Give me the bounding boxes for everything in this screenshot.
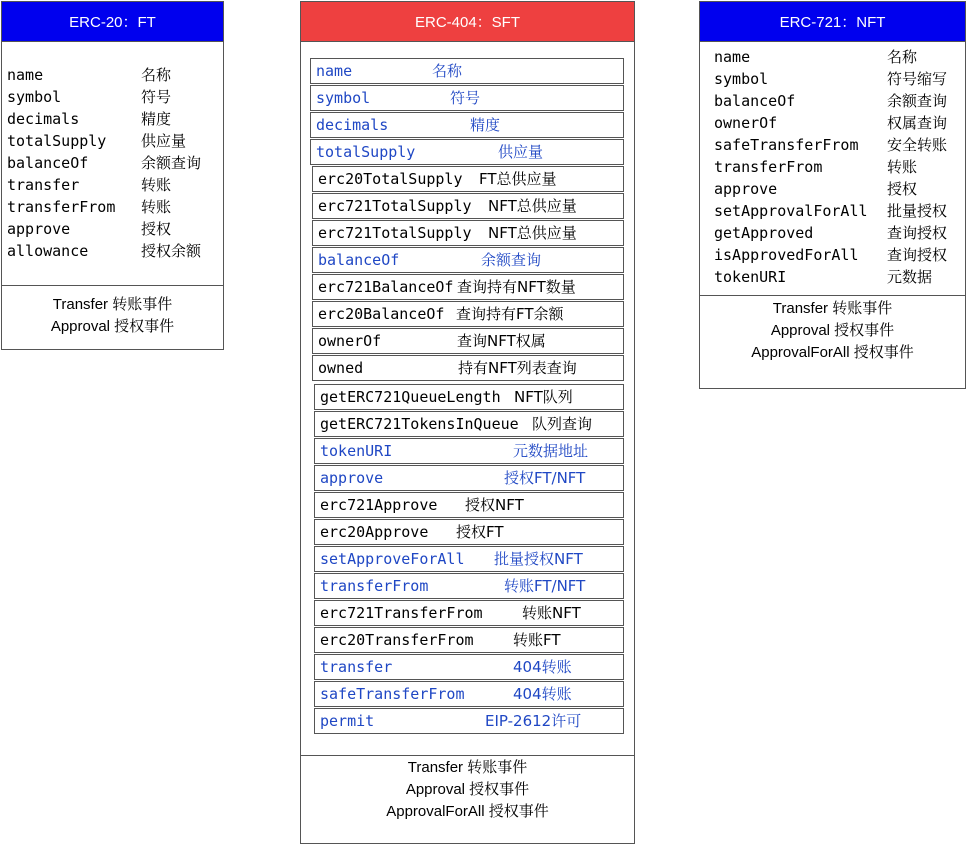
function-row bbox=[714, 222, 948, 244]
function-desc: 转账 bbox=[887, 158, 918, 176]
function-row bbox=[310, 112, 624, 138]
function-name: approve bbox=[7, 220, 71, 238]
function-name: erc20TransferFrom bbox=[320, 631, 474, 649]
function-row bbox=[7, 196, 172, 218]
function-name: transferFrom bbox=[714, 158, 823, 176]
function-row bbox=[714, 46, 918, 68]
function-desc: 精度 bbox=[141, 110, 172, 128]
function-row bbox=[314, 465, 624, 491]
function-row bbox=[312, 193, 624, 219]
function-desc: 符号缩写 bbox=[887, 70, 948, 88]
event-label: ApprovalForAll 授权事件 bbox=[751, 344, 914, 361]
function-desc: 转账NFT bbox=[522, 604, 581, 622]
erc721-events bbox=[700, 298, 965, 364]
function-desc: 供应量 bbox=[141, 132, 187, 150]
function-row bbox=[312, 355, 624, 381]
function-name: tokenURI bbox=[714, 268, 787, 286]
function-row bbox=[312, 220, 624, 246]
function-row bbox=[314, 384, 624, 410]
function-name: erc721TotalSupply bbox=[318, 197, 472, 215]
function-name: symbol bbox=[7, 88, 62, 106]
function-name: setApproveForAll bbox=[320, 550, 465, 568]
function-desc: EIP-2612许可 bbox=[485, 712, 582, 730]
function-row bbox=[7, 218, 172, 240]
function-row bbox=[714, 244, 948, 266]
function-row bbox=[7, 64, 172, 86]
erc404-box bbox=[300, 1, 635, 844]
function-desc: NFT队列 bbox=[514, 388, 573, 406]
function-desc: 符号 bbox=[450, 89, 481, 107]
function-desc: 查询授权 bbox=[887, 246, 948, 264]
function-row bbox=[7, 86, 172, 108]
function-row bbox=[314, 438, 624, 464]
event-label: Transfer 转账事件 bbox=[772, 300, 893, 317]
function-row bbox=[7, 130, 187, 152]
function-desc: 查询持有NFT数量 bbox=[457, 278, 576, 296]
function-desc: 授权NFT bbox=[465, 496, 524, 514]
function-row bbox=[714, 90, 948, 112]
function-desc: 转账FT/NFT bbox=[504, 577, 586, 595]
function-row bbox=[714, 178, 918, 200]
function-desc: 余额查询 bbox=[141, 154, 202, 172]
event-label: Transfer 转账事件 bbox=[52, 296, 173, 313]
function-desc: 精度 bbox=[470, 116, 501, 134]
function-desc: 查询持有FT余额 bbox=[456, 305, 564, 323]
function-name: transferFrom bbox=[320, 577, 429, 595]
function-name: totalSupply bbox=[7, 132, 107, 150]
function-name: erc721TransferFrom bbox=[320, 604, 483, 622]
erc20-box bbox=[1, 1, 224, 350]
event-label: ApprovalForAll 授权事件 bbox=[386, 803, 549, 820]
function-row bbox=[7, 240, 202, 262]
function-name: decimals bbox=[316, 116, 389, 134]
erc404-events bbox=[301, 757, 634, 823]
function-row bbox=[714, 68, 948, 90]
function-row bbox=[314, 708, 624, 734]
function-name: balanceOf bbox=[714, 92, 796, 110]
function-desc: 404转账 bbox=[513, 685, 572, 703]
function-row bbox=[714, 200, 948, 222]
function-name: totalSupply bbox=[316, 143, 416, 161]
function-row bbox=[314, 654, 624, 680]
function-name: erc721BalanceOf bbox=[318, 278, 454, 296]
function-name: symbol bbox=[316, 89, 371, 107]
function-desc: 授权 bbox=[887, 180, 918, 198]
function-name: getERC721QueueLength bbox=[320, 388, 501, 406]
function-desc: 安全转账 bbox=[887, 136, 948, 154]
function-desc: 持有NFT列表查询 bbox=[458, 359, 577, 377]
function-row bbox=[312, 166, 624, 192]
function-desc: 查询NFT权属 bbox=[457, 332, 546, 350]
function-row bbox=[314, 546, 624, 572]
function-desc: 余额查询 bbox=[887, 92, 948, 110]
function-row bbox=[310, 85, 624, 111]
function-row bbox=[314, 600, 624, 626]
function-name: ownerOf bbox=[714, 114, 778, 132]
function-desc: 符号 bbox=[141, 88, 172, 106]
function-name: symbol bbox=[714, 70, 769, 88]
function-row bbox=[310, 139, 624, 165]
function-row bbox=[7, 108, 172, 130]
function-desc: 名称 bbox=[887, 48, 918, 66]
function-desc: 元数据 bbox=[887, 268, 933, 286]
function-row bbox=[314, 627, 624, 653]
function-row bbox=[312, 247, 624, 273]
function-desc: NFT总供应量 bbox=[488, 197, 577, 215]
function-row bbox=[312, 328, 624, 354]
function-row bbox=[310, 58, 624, 84]
function-name: transfer bbox=[320, 658, 393, 676]
function-row bbox=[314, 411, 624, 437]
function-row bbox=[314, 492, 624, 518]
function-desc: 供应量 bbox=[498, 143, 544, 161]
function-desc: 授权 bbox=[141, 220, 172, 238]
function-desc: 转账 bbox=[141, 198, 172, 216]
erc721-box bbox=[699, 1, 966, 389]
function-name: approve bbox=[320, 469, 384, 487]
function-name: erc20TotalSupply bbox=[318, 170, 463, 188]
function-name: name bbox=[714, 48, 751, 66]
function-desc: 队列查询 bbox=[532, 415, 593, 433]
function-name: erc721Approve bbox=[320, 496, 438, 514]
erc20-header: ERC-20：FT bbox=[2, 2, 223, 42]
function-name: balanceOf bbox=[318, 251, 400, 269]
function-name: setApprovalForAll bbox=[714, 202, 868, 220]
function-name: erc20Approve bbox=[320, 523, 429, 541]
function-row bbox=[7, 174, 172, 196]
function-name: safeTransferFrom bbox=[320, 685, 465, 703]
function-row bbox=[714, 112, 948, 134]
function-name: approve bbox=[714, 180, 778, 198]
function-row bbox=[7, 152, 202, 174]
event-label: Approval 授权事件 bbox=[770, 322, 895, 339]
function-row bbox=[714, 156, 918, 178]
function-row bbox=[314, 681, 624, 707]
function-desc: 授权FT/NFT bbox=[504, 469, 586, 487]
function-row bbox=[714, 134, 948, 156]
function-row bbox=[312, 301, 624, 327]
function-desc: 查询授权 bbox=[887, 224, 948, 242]
function-name: allowance bbox=[7, 242, 89, 260]
function-name: tokenURI bbox=[320, 442, 393, 460]
function-row bbox=[314, 519, 624, 545]
function-desc: 余额查询 bbox=[481, 251, 542, 269]
function-desc: 批量授权NFT bbox=[494, 550, 583, 568]
function-desc: 名称 bbox=[432, 62, 463, 80]
erc404-header: ERC-404：SFT bbox=[301, 2, 634, 42]
function-desc: FT总供应量 bbox=[479, 170, 557, 188]
function-desc: 名称 bbox=[141, 66, 172, 84]
function-name: name bbox=[7, 66, 44, 84]
erc20-events bbox=[2, 294, 223, 338]
function-desc: 404转账 bbox=[513, 658, 572, 676]
function-name: transferFrom bbox=[7, 198, 116, 216]
function-name: decimals bbox=[7, 110, 80, 128]
function-name: balanceOf bbox=[7, 154, 89, 172]
function-desc: NFT总供应量 bbox=[488, 224, 577, 242]
function-name: ownerOf bbox=[318, 332, 382, 350]
function-desc: 转账 bbox=[141, 176, 172, 194]
function-name: getERC721TokensInQueue bbox=[320, 415, 519, 433]
function-name: name bbox=[316, 62, 353, 80]
function-name: safeTransferFrom bbox=[714, 136, 859, 154]
function-row bbox=[312, 274, 624, 300]
function-name: erc721TotalSupply bbox=[318, 224, 472, 242]
function-desc: 授权FT bbox=[456, 523, 504, 541]
event-label: Approval 授权事件 bbox=[50, 318, 175, 335]
function-desc: 元数据地址 bbox=[513, 442, 589, 460]
function-row bbox=[714, 266, 933, 288]
function-name: isApprovedForAll bbox=[714, 246, 859, 264]
function-row bbox=[314, 573, 624, 599]
function-desc: 权属查询 bbox=[887, 114, 948, 132]
function-name: getApproved bbox=[714, 224, 814, 242]
event-label: Approval 授权事件 bbox=[405, 781, 530, 798]
function-name: owned bbox=[318, 359, 364, 377]
function-desc: 转账FT bbox=[513, 631, 561, 649]
function-desc: 授权余额 bbox=[141, 242, 202, 260]
function-desc: 批量授权 bbox=[887, 202, 948, 220]
function-name: permit bbox=[320, 712, 375, 730]
function-name: erc20BalanceOf bbox=[318, 305, 445, 323]
function-name: transfer bbox=[7, 176, 80, 194]
erc721-header: ERC-721：NFT bbox=[700, 2, 965, 42]
event-label: Transfer 转账事件 bbox=[407, 759, 528, 776]
